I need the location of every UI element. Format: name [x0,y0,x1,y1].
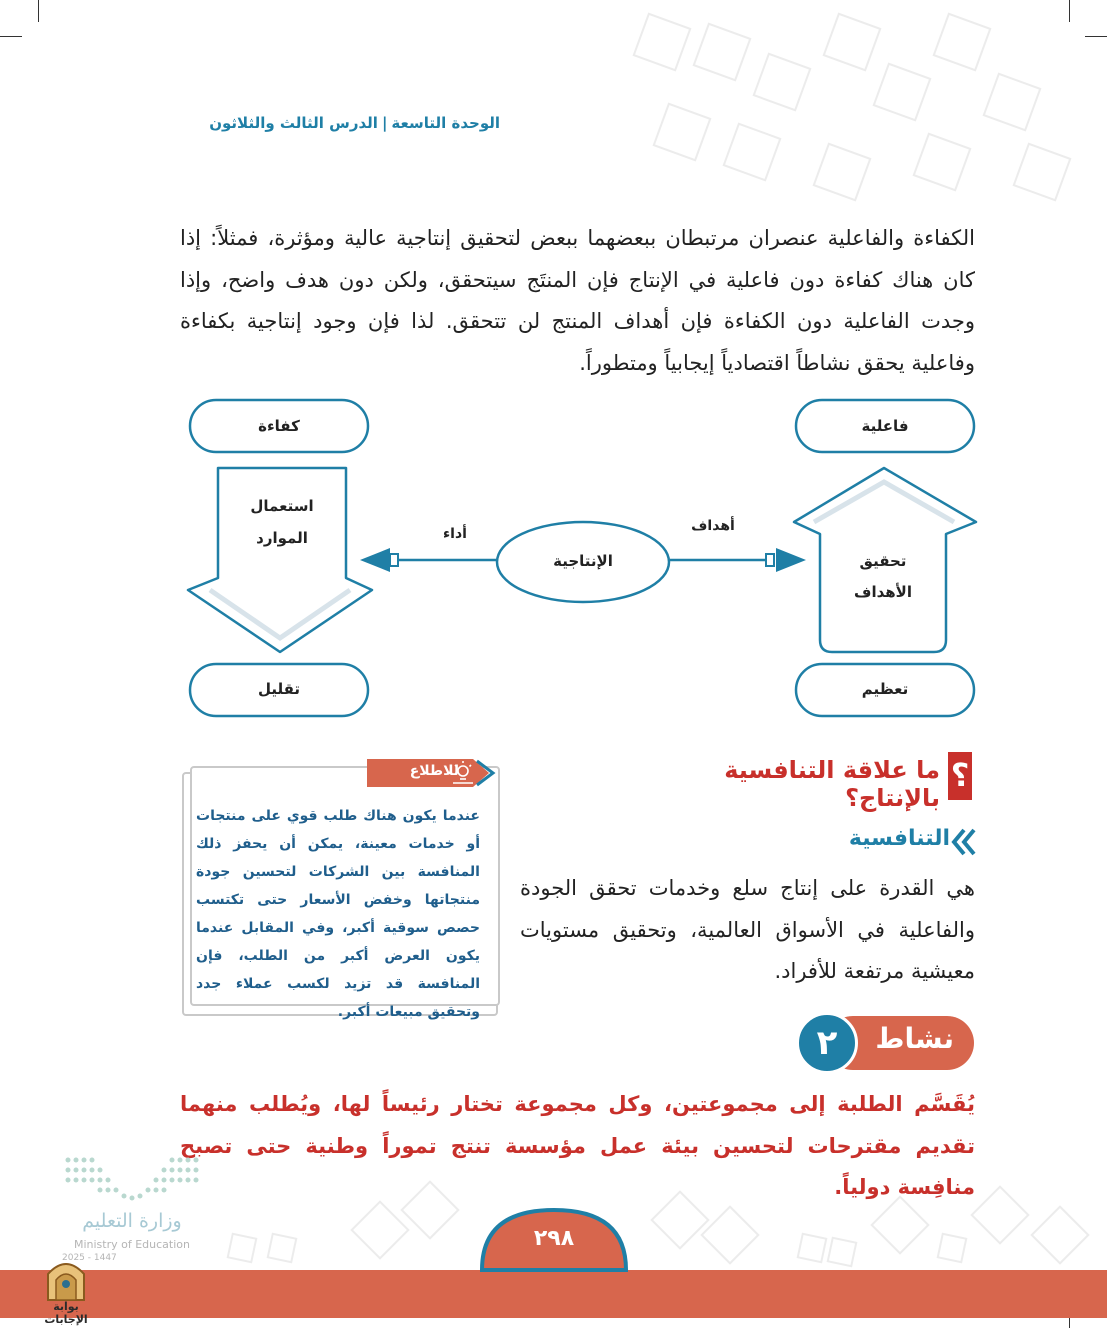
crop-mark [1085,36,1107,37]
maximize-label: تعظيم [861,680,909,698]
answers-portal-logo [30,1256,102,1326]
minimize-label: تقليل [257,680,301,698]
term-title: التنافسية [848,826,950,851]
page-number-tab-bg [478,1206,630,1296]
ministry-name-en: Ministry of Education [73,1238,190,1251]
resource-use-line2: الموارد [256,529,308,547]
resource-use-line1: استعمال [250,497,314,515]
goals-label: أهداف [691,518,735,534]
left-arrowhead [360,548,390,572]
ministry-emblem-icon [62,1152,202,1208]
unit-lesson-header [180,114,500,132]
crop-mark [0,36,22,37]
header-separator: | [381,114,388,132]
ministry-name-ar: وزارة التعليم [82,1210,182,1232]
activity-number: ٢ [796,1012,858,1074]
unit-title: الوحدة التاسعة [391,114,500,132]
lesson-title: الدرس الثالث والثلاثون [209,114,378,132]
crop-mark [1069,0,1070,22]
goal-achievement-line2: الأهداف [854,583,912,601]
ministry-year: 2025 - 1447 [62,1253,117,1263]
info-text: عندما يكون هناك طلب قوي على منتجات أو خدمات معينة، يمكن أن يحفز ذلك المنافسة بين الشركات لتحسين جودة منتجاتها وخفض الأسعار حتى تكتسب حصص سوقية أكبر، وفي المقابل عندما يكون العرض أكبر من الطلب، فإن المنافسة قد تزيد لكسب عملاء جدد وتحقيق مبيعات أكبر. [196,808,480,1020]
crop-mark [38,0,39,22]
question-icon: ؟ [948,752,972,800]
ministry-logo [62,1152,202,1263]
definition-text: هي القدرة على إنتاج سلع وخدمات تحقق الجودة والفاعلية في الأسواق العالمية، وتحقيق مستويات معيشية مرتفعة للأفراد. [520,876,975,983]
portal-label: بوابة الإجابات [44,1300,88,1326]
activity-label: نشاط [875,1022,954,1055]
double-chevron-icon [950,826,976,858]
activity-text: يُقَسَّم الطلبة إلى مجموعتين، وكل مجموعة تختار رئيساً لها، ويُطلب منهما تقديم مقترحات لتحسين بيئة عمل مؤسسة تنتج تموراً وطنية حتى تصبح منافِسة دولياً. [180,1092,975,1199]
info-tag-wrap [367,757,497,789]
portal-arch-icon [30,1256,102,1302]
page-number-tab [478,1206,630,1296]
right-arrowhead [776,548,806,572]
goal-achievement-line1: تحقيق [859,552,907,570]
info-tag-label: للاطلاع [409,763,459,779]
effectiveness-label: فاعلية [861,417,909,435]
page-number: ٢٩٨ [533,1226,575,1251]
productivity-label: الإنتاجية [553,552,613,570]
resource-use-arrow [188,468,372,652]
question-title: ما علاقة التنافسية بالإنتاج؟ [724,756,940,812]
performance-label: أداء [443,526,467,542]
activity-badge [796,1012,974,1074]
efficiency-label: كفاءة [258,417,300,435]
productivity-diagram [180,390,985,730]
intro-paragraph: الكفاءة والفاعلية عنصران مرتبطان ببعضهما ببعض لتحقيق إنتاجية عالية ومؤثرة، فمثلاً: إذا كان هناك كفاءة دون فاعلية في الإنتاج فإن المنتَج سيتحقق، ولكن دون هدف واضح، وإذا وجدت الفاعلية دون الكفاءة فإن أهداف المنتج لن تتحقق. لذا فإن وجود إنتاجية بكفاءة وفاعلية يحقق نشاطاً اقتصادياً إيجابياً ومتطوراً. [180,226,975,375]
